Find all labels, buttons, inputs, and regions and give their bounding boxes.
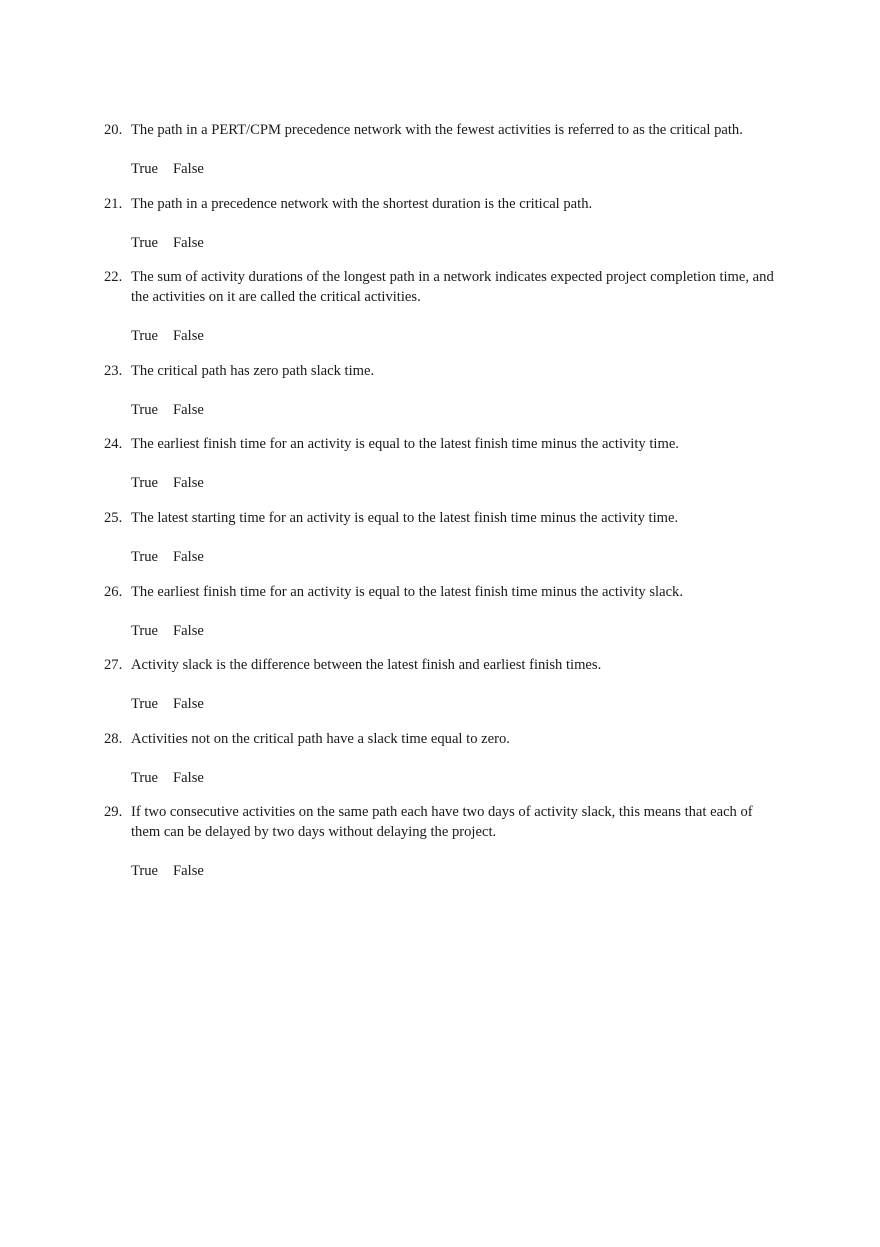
- question-28: [104, 729, 784, 788]
- option-false: False: [173, 328, 204, 344]
- question-number: 21.: [104, 196, 123, 212]
- question-text: The path in a PERT/CPM precedence network with the fewest activities is referred to as the critical path.: [131, 122, 743, 138]
- option-true: True: [131, 235, 159, 251]
- question-number: 28.: [104, 731, 123, 747]
- question-25: [104, 508, 784, 567]
- answer-options: [131, 233, 784, 253]
- question-text: The latest starting time for an activity is equal to the latest finish time minus the activity time.: [131, 510, 679, 526]
- question-text: If two consecutive activities on the same path each have two days of activity slack, this means that each of them can be delayed by two days without delaying the project.: [131, 804, 753, 840]
- question-20: [104, 120, 784, 179]
- question-27: [104, 655, 784, 714]
- question-number: 24.: [104, 436, 123, 452]
- option-true: True: [131, 863, 159, 879]
- question-29: [104, 802, 784, 881]
- option-false: False: [173, 770, 204, 786]
- question-22: [104, 267, 784, 346]
- option-false: False: [173, 696, 204, 712]
- question-text: Activity slack is the difference between the latest finish and earliest finish times.: [131, 657, 602, 673]
- option-false: False: [173, 549, 204, 565]
- answer-options: [131, 621, 784, 641]
- option-true: True: [131, 696, 159, 712]
- question-text: The critical path has zero path slack time.: [131, 363, 375, 379]
- answer-options: [131, 547, 784, 567]
- question-number: 23.: [104, 363, 123, 379]
- option-true: True: [131, 770, 159, 786]
- question-21: [104, 194, 784, 253]
- question-number: 26.: [104, 584, 123, 600]
- question-number: 22.: [104, 269, 123, 285]
- option-true: True: [131, 328, 159, 344]
- question-text: The earliest finish time for an activity is equal to the latest finish time minus the activity time.: [131, 436, 679, 452]
- answer-options: [131, 694, 784, 714]
- question-23: [104, 361, 784, 420]
- question-number: 29.: [104, 804, 123, 820]
- option-false: False: [173, 475, 204, 491]
- question-text: The sum of activity durations of the longest path in a network indicates expected project completion time, and the activities on it are called the critical activities.: [131, 269, 774, 305]
- question-24: [104, 434, 784, 493]
- answer-options: [131, 861, 784, 881]
- answer-options: [131, 473, 784, 493]
- option-false: False: [173, 402, 204, 418]
- option-false: False: [173, 161, 204, 177]
- answer-options: [131, 768, 784, 788]
- answer-options: [131, 159, 784, 179]
- question-number: 25.: [104, 510, 123, 526]
- answer-options: [131, 400, 784, 420]
- question-text: Activities not on the critical path have a slack time equal to zero.: [131, 731, 510, 747]
- question-number: 20.: [104, 122, 123, 138]
- option-true: True: [131, 402, 159, 418]
- option-true: True: [131, 161, 159, 177]
- question-text: The path in a precedence network with the shortest duration is the critical path.: [131, 196, 593, 212]
- option-false: False: [173, 235, 204, 251]
- answer-options: [131, 326, 784, 346]
- question-26: [104, 582, 784, 641]
- option-true: True: [131, 549, 159, 565]
- question-number: 27.: [104, 657, 123, 673]
- option-true: True: [131, 623, 159, 639]
- option-false: False: [173, 863, 204, 879]
- question-text: The earliest finish time for an activity is equal to the latest finish time minus the activity slack.: [131, 584, 683, 600]
- option-false: False: [173, 623, 204, 639]
- option-true: True: [131, 475, 159, 491]
